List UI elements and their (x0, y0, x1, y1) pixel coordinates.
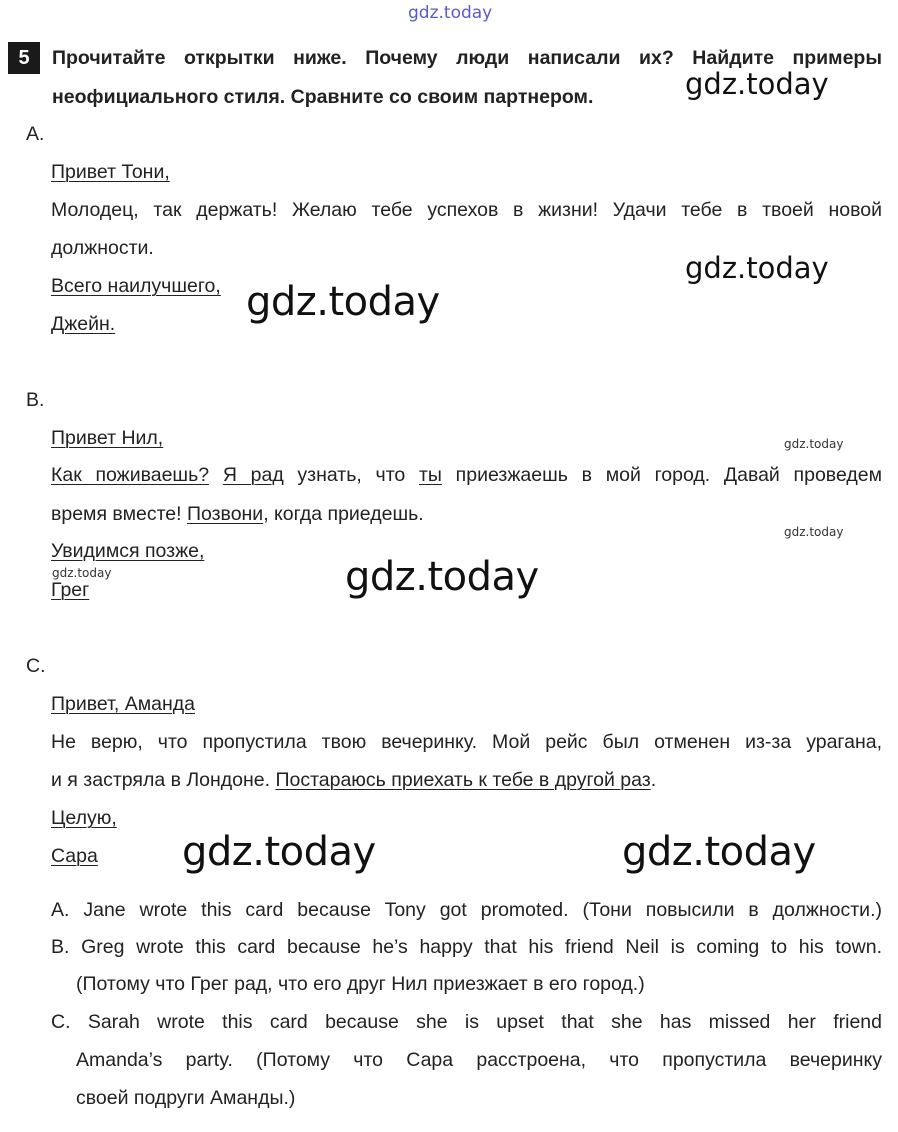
task-instruction-line2: неофициального стиля. Сравните со своим партнером. (52, 86, 594, 108)
card-a-closing: Всего наилучшего, (51, 275, 221, 297)
text-fragment: приезжаешь в мой город. Давай проведем (441, 464, 882, 486)
answer-a-line1: A. Jane wrote this card because Tony got promoted. (Тони повысили в должности.) (51, 899, 882, 921)
text-fragment: . (650, 769, 657, 791)
answer-b-line2: (Потому что Грег рад, что его друг Нил приезжает в его город.) (76, 973, 645, 995)
text-fragment: узнать, что (283, 464, 419, 486)
card-b-body-line1 (51, 463, 882, 487)
watermark: gdz.today (246, 279, 440, 325)
text-fragment: , когда приедешь. (263, 503, 424, 525)
card-a-signature: Джейн. (51, 313, 116, 335)
underlined-phrase: Я рад (222, 464, 284, 486)
watermark: gdz.today (685, 251, 829, 285)
answer-b-line1: B. Greg wrote this card because he’s happy that his friend Neil is coming to his town. (51, 936, 882, 958)
card-a-label: A. (26, 123, 45, 145)
watermark: gdz.today (685, 67, 829, 101)
watermark-small: gdz.today (52, 566, 112, 580)
card-a-body-line1: Молодец, так держать! Желаю тебе успехов в жизни! Удачи тебе в твоей новой (51, 199, 882, 221)
watermark-small: gdz.today (784, 437, 844, 451)
underlined-phrase: Как поживаешь? (51, 464, 210, 486)
card-c-body-line1: Не верю, что пропустила твою вечеринку. Мой рейс был отменен из-за урагана, (51, 731, 882, 753)
card-c-label: C. (26, 655, 46, 677)
text-fragment: и я застряла в Лондоне. (51, 769, 276, 791)
card-a-greeting: Привет Тони, (51, 161, 170, 183)
card-c-signature: Сара (51, 845, 98, 867)
watermark-top: gdz.today (408, 3, 493, 23)
card-b-signature: Грег (51, 579, 90, 601)
task-instruction-line1: Прочитайте открытки ниже. Почему люди написали их? Найдите примеры (52, 47, 882, 69)
watermark: gdz.today (182, 829, 376, 875)
watermark: gdz.today (345, 554, 539, 600)
underlined-phrase: Позвони (186, 503, 264, 525)
watermark-small: gdz.today (784, 525, 844, 539)
card-c-body-line2 (51, 768, 656, 792)
card-b-closing: Увидимся позже, (51, 540, 205, 562)
card-c-greeting: Привет, Аманда (51, 693, 195, 715)
card-b-label: B. (26, 389, 45, 411)
answer-c-line3: своей подруги Аманды.) (76, 1087, 296, 1109)
underlined-phrase: Постараюсь приехать к тебе в другой раз (275, 769, 651, 791)
text-fragment: время вместе! (51, 503, 187, 525)
watermark: gdz.today (622, 829, 816, 875)
underlined-phrase: ты (419, 464, 442, 486)
text-fragment (209, 464, 223, 486)
task-number-badge: 5 (8, 42, 40, 74)
card-a-body-line2: должности. (51, 237, 154, 259)
answer-c-line1: C. Sarah wrote this card because she is upset that she has missed her friend (51, 1011, 882, 1033)
card-c-closing: Целую, (51, 807, 117, 829)
answer-c-line2: Amanda’s party. (Потому что Сара расстроена, что пропустила вечеринку (76, 1049, 882, 1071)
card-b-greeting: Привет Нил, (51, 427, 164, 449)
card-b-body-line2 (51, 502, 424, 526)
